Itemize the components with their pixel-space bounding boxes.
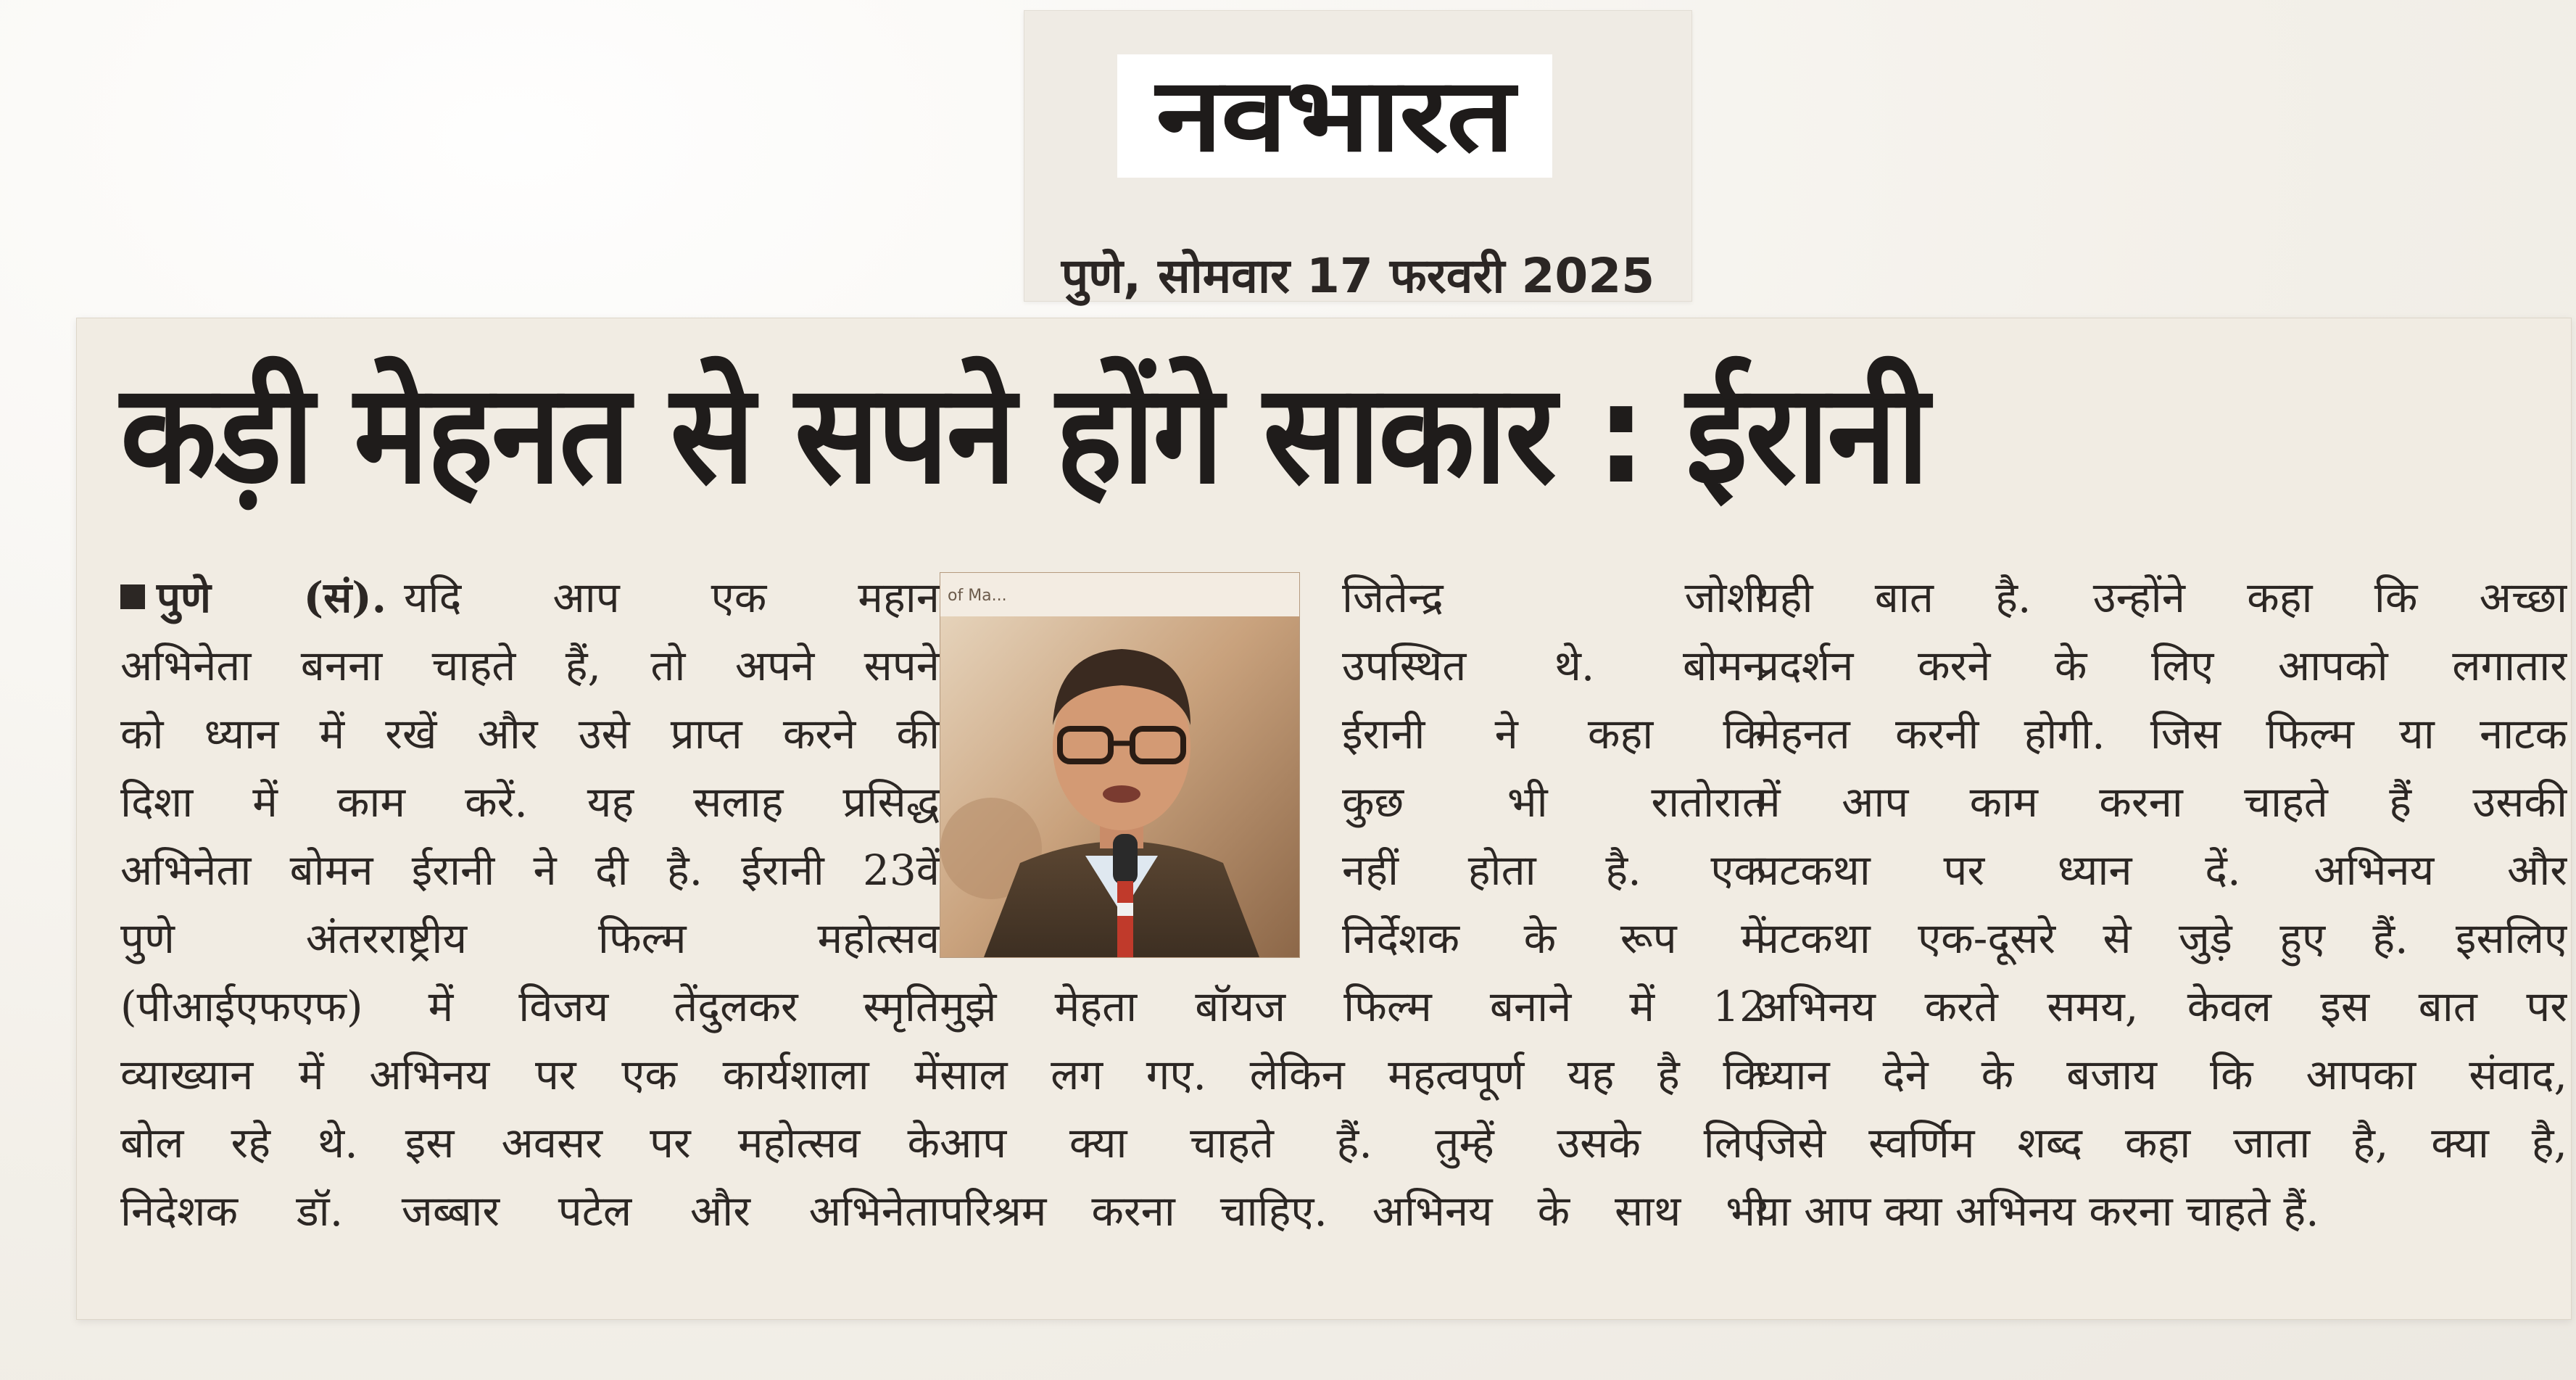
bullet-icon <box>120 584 145 609</box>
article-column-2-top <box>1342 563 1766 972</box>
column-line: ईरानी ने कहा कि <box>1342 709 1766 759</box>
column-line: जिसे स्वर्णिम शब्द कहा जाता है, क्या है, <box>1755 1118 2567 1168</box>
column-line: निदेशक डॉ. जब्बार पटेल और अभिनेता <box>120 1186 940 1236</box>
column-line: जितेन्द्र जोशी <box>1342 573 1766 622</box>
column-line: ध्यान देने के बजाय कि आपका संवाद, <box>1755 1050 2567 1099</box>
column-line: साल लग गए. लेकिन महत्वपूर्ण यह है कि <box>940 1050 1766 1099</box>
column-line: पुणे अंतरराष्ट्रीय फिल्म महोत्सव <box>120 914 940 963</box>
article-photo <box>940 572 1300 958</box>
column-line: या आप क्या अभिनय करना चाहते हैं. <box>1755 1186 2319 1236</box>
column-line: अभिनेता बोमन ईरानी ने दी है. ईरानी 23वें <box>120 846 940 895</box>
column-line: व्याख्यान में अभिनय पर एक कार्यशाला में <box>120 1050 940 1099</box>
column-line: प्रदर्शन करने के लिए आपको लगातार <box>1755 641 2567 690</box>
column-line: पटकथा एक-दूसरे से जुड़े हुए हैं. इसलिए <box>1755 914 2567 963</box>
newspaper-logo <box>1117 54 1552 178</box>
column-line: यदि आप एक महान <box>403 573 940 622</box>
column-line: मेहनत करनी होगी. जिस फिल्म या नाटक <box>1755 709 2567 759</box>
byline-line <box>120 563 940 632</box>
column-line: आप क्या चाहते हैं. तुम्हें उसके लिए <box>940 1118 1766 1168</box>
column-line: पटकथा पर ध्यान दें. अभिनय और <box>1755 846 2567 895</box>
photo-boman-irani <box>940 573 1299 957</box>
column-line: बोल रहे थे. इस अवसर पर महोत्सव के <box>120 1118 940 1168</box>
article-column-1 <box>120 563 940 1245</box>
article-column-3 <box>1755 563 2567 1245</box>
column-line: परिश्रम करना चाहिए. अभिनय के साथ भी <box>940 1186 1766 1236</box>
dateline: पुणे, सोमवार 17 फरवरी 2025 <box>1061 248 1655 304</box>
column-line: अभिनेता बनना चाहते हैं, तो अपने सपने <box>120 641 940 690</box>
newspaper-logo-text: नवभारत <box>1156 57 1514 175</box>
article-clipping <box>76 318 2572 1320</box>
column-line: में आप काम करना चाहते हैं उसकी <box>1755 777 2567 827</box>
column-line: दिशा में काम करें. यह सलाह प्रसिद्ध <box>120 777 940 827</box>
svg-text:of Ma...: of Ma... <box>948 587 1007 605</box>
column-line: कुछ भी रातोरात <box>1342 777 1766 827</box>
column-line: उपस्थित थे. बोमन <box>1342 641 1766 690</box>
column-line: को ध्यान में रखें और उसे प्राप्त करने की <box>120 709 940 759</box>
column-line: अभिनय करते समय, केवल इस बात पर <box>1755 982 2567 1031</box>
column-line: मुझे मेहता बॉयज फिल्म बनाने में 12 <box>940 982 1766 1031</box>
column-line: (पीआईएफएफ) में विजय तेंदुलकर स्मृति <box>120 982 940 1031</box>
article-headline: कड़ी मेहनत से सपने होंगे साकार : ईरानी <box>120 354 1928 514</box>
column-line: यही बात है. उन्होंने कहा कि अच्छा <box>1755 573 2567 622</box>
column-line: निर्देशक के रूप में <box>1342 914 1766 963</box>
masthead-clipping <box>1024 10 1692 302</box>
article-column-2-bottom <box>940 972 1766 1245</box>
column-line: नहीं होता है. एक <box>1342 846 1766 895</box>
byline: पुणे (सं). <box>157 573 386 622</box>
